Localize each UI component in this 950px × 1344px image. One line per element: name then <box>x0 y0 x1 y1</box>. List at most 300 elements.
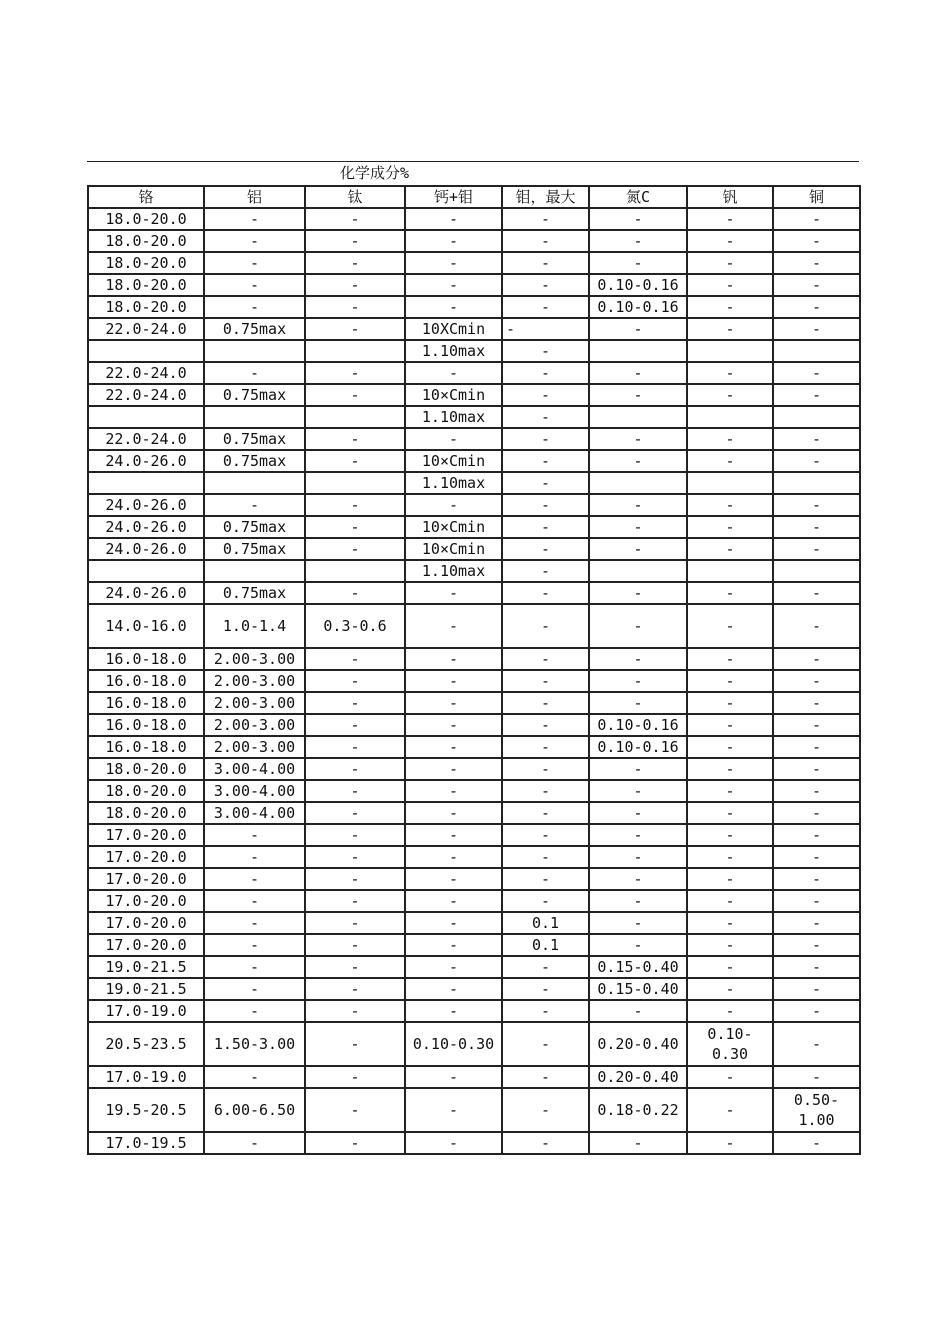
cell-nitrogen: - <box>589 582 687 604</box>
table-row <box>88 956 860 978</box>
cell-calcium-niobium: - <box>405 714 502 736</box>
cell-calcium-niobium: 0.10-0.30 <box>405 1022 502 1066</box>
cell-aluminum: 2.00-3.00 <box>204 648 305 670</box>
cell-titanium: - <box>305 494 405 516</box>
cell-aluminum: - <box>204 978 305 1000</box>
cell-chromium: 14.0-16.0 <box>88 604 204 648</box>
cell-calcium-niobium: 10×Cmin <box>405 516 502 538</box>
cell-calcium-niobium: 10×Cmin <box>405 450 502 472</box>
cell-vanadium: - <box>687 318 773 340</box>
cell-molybdenum-max: - <box>502 384 589 406</box>
cell-chromium <box>88 406 204 428</box>
cell-nitrogen: - <box>589 934 687 956</box>
table-row <box>88 802 860 824</box>
table-row <box>88 890 860 912</box>
cell-aluminum: - <box>204 1066 305 1088</box>
cell-molybdenum-max: - <box>502 428 589 450</box>
cell-nitrogen <box>589 340 687 362</box>
cell-aluminum: 0.75max <box>204 450 305 472</box>
cell-titanium: - <box>305 802 405 824</box>
cell-chromium: 22.0-24.0 <box>88 428 204 450</box>
cell-calcium-niobium: - <box>405 362 502 384</box>
cell-aluminum: 2.00-3.00 <box>204 670 305 692</box>
table-row <box>88 406 860 428</box>
cell-calcium-niobium: - <box>405 1088 502 1132</box>
cell-copper: - <box>773 538 860 560</box>
table-row <box>88 296 860 318</box>
cell-copper: - <box>773 912 860 934</box>
cell-titanium: - <box>305 1132 405 1154</box>
cell-copper: - <box>773 692 860 714</box>
cell-copper <box>773 560 860 582</box>
cell-vanadium: - <box>687 538 773 560</box>
cell-copper: - <box>773 780 860 802</box>
cell-titanium: - <box>305 912 405 934</box>
cell-titanium: - <box>305 758 405 780</box>
table-row <box>88 384 860 406</box>
cell-titanium: - <box>305 780 405 802</box>
cell-calcium-niobium: - <box>405 802 502 824</box>
cell-calcium-niobium: - <box>405 824 502 846</box>
cell-nitrogen: - <box>589 252 687 274</box>
cell-titanium: - <box>305 956 405 978</box>
table-row <box>88 1132 860 1154</box>
cell-aluminum: - <box>204 208 305 230</box>
cell-vanadium: - <box>687 1132 773 1154</box>
cell-vanadium: - <box>687 780 773 802</box>
cell-chromium: 18.0-20.0 <box>88 780 204 802</box>
cell-copper: - <box>773 934 860 956</box>
table-row <box>88 274 860 296</box>
cell-nitrogen: - <box>589 318 687 340</box>
cell-chromium: 17.0-20.0 <box>88 934 204 956</box>
cell-titanium: - <box>305 582 405 604</box>
table-row <box>88 868 860 890</box>
cell-nitrogen <box>589 472 687 494</box>
cell-chromium: 17.0-20.0 <box>88 912 204 934</box>
cell-vanadium: - <box>687 252 773 274</box>
cell-calcium-niobium: 1.10max <box>405 340 502 362</box>
top-rule <box>87 161 859 162</box>
cell-chromium: 20.5-23.5 <box>88 1022 204 1066</box>
cell-molybdenum-max: - <box>502 758 589 780</box>
cell-aluminum: 2.00-3.00 <box>204 736 305 758</box>
cell-vanadium: - <box>687 956 773 978</box>
cell-nitrogen: - <box>589 758 687 780</box>
cell-copper: - <box>773 604 860 648</box>
cell-calcium-niobium: 10XCmin <box>405 318 502 340</box>
cell-vanadium: - <box>687 934 773 956</box>
cell-chromium: 18.0-20.0 <box>88 230 204 252</box>
cell-copper: - <box>773 450 860 472</box>
col-header-titanium: 钛 <box>305 186 405 208</box>
cell-titanium: - <box>305 318 405 340</box>
cell-titanium: - <box>305 714 405 736</box>
cell-nitrogen: - <box>589 516 687 538</box>
table-row <box>88 824 860 846</box>
cell-calcium-niobium: - <box>405 494 502 516</box>
cell-calcium-niobium: - <box>405 956 502 978</box>
cell-vanadium: - <box>687 274 773 296</box>
cell-copper: - <box>773 494 860 516</box>
cell-aluminum: 0.75max <box>204 538 305 560</box>
cell-molybdenum-max: - <box>502 362 589 384</box>
table-row <box>88 538 860 560</box>
cell-copper: - <box>773 1022 860 1066</box>
cell-vanadium: - <box>687 670 773 692</box>
col-header-aluminum: 铝 <box>204 186 305 208</box>
cell-aluminum: - <box>204 868 305 890</box>
col-header-chromium: 铬 <box>88 186 204 208</box>
cell-copper: - <box>773 846 860 868</box>
table-caption: 化学成分% <box>340 164 410 182</box>
cell-molybdenum-max: - <box>502 714 589 736</box>
cell-molybdenum-max: 0.1 <box>502 934 589 956</box>
cell-vanadium: - <box>687 692 773 714</box>
cell-chromium: 24.0-26.0 <box>88 494 204 516</box>
cell-nitrogen: - <box>589 1132 687 1154</box>
cell-calcium-niobium: - <box>405 670 502 692</box>
cell-vanadium <box>687 340 773 362</box>
cell-molybdenum-max: - <box>502 296 589 318</box>
cell-vanadium: - <box>687 714 773 736</box>
cell-aluminum: 2.00-3.00 <box>204 714 305 736</box>
table-row <box>88 362 860 384</box>
cell-titanium: - <box>305 208 405 230</box>
cell-calcium-niobium: - <box>405 846 502 868</box>
cell-copper: - <box>773 582 860 604</box>
cell-aluminum <box>204 472 305 494</box>
cell-molybdenum-max: - <box>502 318 589 340</box>
cell-chromium: 24.0-26.0 <box>88 582 204 604</box>
cell-calcium-niobium: - <box>405 428 502 450</box>
cell-vanadium: - <box>687 890 773 912</box>
cell-aluminum <box>204 560 305 582</box>
cell-aluminum: - <box>204 296 305 318</box>
cell-vanadium: - <box>687 208 773 230</box>
cell-molybdenum-max: 0.1 <box>502 912 589 934</box>
cell-chromium: 18.0-20.0 <box>88 208 204 230</box>
cell-aluminum: - <box>204 230 305 252</box>
cell-chromium: 24.0-26.0 <box>88 516 204 538</box>
cell-vanadium: - <box>687 1000 773 1022</box>
cell-copper: - <box>773 252 860 274</box>
cell-titanium: - <box>305 824 405 846</box>
cell-nitrogen: - <box>589 846 687 868</box>
cell-copper: - <box>773 956 860 978</box>
cell-chromium: 18.0-20.0 <box>88 296 204 318</box>
cell-vanadium: 0.10-0.30 <box>687 1022 773 1066</box>
cell-copper: - <box>773 736 860 758</box>
cell-copper: - <box>773 362 860 384</box>
cell-calcium-niobium: - <box>405 1000 502 1022</box>
cell-chromium: 17.0-19.0 <box>88 1000 204 1022</box>
cell-calcium-niobium: - <box>405 274 502 296</box>
cell-vanadium: - <box>687 868 773 890</box>
cell-aluminum: 1.50-3.00 <box>204 1022 305 1066</box>
cell-chromium <box>88 472 204 494</box>
cell-aluminum: 0.75max <box>204 384 305 406</box>
cell-vanadium: - <box>687 758 773 780</box>
cell-vanadium: - <box>687 978 773 1000</box>
cell-molybdenum-max: - <box>502 494 589 516</box>
cell-calcium-niobium: - <box>405 296 502 318</box>
cell-copper: 0.50-1.00 <box>773 1088 860 1132</box>
cell-copper: - <box>773 274 860 296</box>
cell-aluminum: 0.75max <box>204 428 305 450</box>
table-row <box>88 934 860 956</box>
cell-chromium: 17.0-20.0 <box>88 890 204 912</box>
cell-molybdenum-max: - <box>502 1022 589 1066</box>
cell-chromium: 19.5-20.5 <box>88 1088 204 1132</box>
cell-aluminum: 6.00-6.50 <box>204 1088 305 1132</box>
chemical-composition-table <box>87 185 861 1155</box>
cell-titanium: - <box>305 868 405 890</box>
cell-chromium: 16.0-18.0 <box>88 670 204 692</box>
cell-nitrogen: 0.15-0.40 <box>589 978 687 1000</box>
cell-aluminum: 3.00-4.00 <box>204 802 305 824</box>
cell-molybdenum-max: - <box>502 208 589 230</box>
cell-copper: - <box>773 516 860 538</box>
cell-vanadium: - <box>687 824 773 846</box>
cell-calcium-niobium: 1.10max <box>405 560 502 582</box>
cell-calcium-niobium: - <box>405 978 502 1000</box>
cell-calcium-niobium: - <box>405 934 502 956</box>
cell-molybdenum-max: - <box>502 1000 589 1022</box>
cell-vanadium: - <box>687 362 773 384</box>
cell-copper: - <box>773 296 860 318</box>
cell-chromium: 18.0-20.0 <box>88 274 204 296</box>
table-row <box>88 472 860 494</box>
cell-aluminum: 1.0-1.4 <box>204 604 305 648</box>
table-row <box>88 1088 860 1132</box>
cell-molybdenum-max: - <box>502 780 589 802</box>
table-row <box>88 714 860 736</box>
cell-vanadium: - <box>687 846 773 868</box>
cell-aluminum: - <box>204 252 305 274</box>
cell-chromium: 16.0-18.0 <box>88 648 204 670</box>
cell-chromium: 19.0-21.5 <box>88 978 204 1000</box>
cell-nitrogen: 0.20-0.40 <box>589 1022 687 1066</box>
cell-aluminum <box>204 340 305 362</box>
cell-titanium: - <box>305 736 405 758</box>
cell-vanadium: - <box>687 516 773 538</box>
cell-molybdenum-max: - <box>502 604 589 648</box>
cell-nitrogen: - <box>589 494 687 516</box>
cell-copper: - <box>773 890 860 912</box>
table-row <box>88 318 860 340</box>
cell-molybdenum-max: - <box>502 274 589 296</box>
cell-vanadium: - <box>687 296 773 318</box>
cell-chromium: 16.0-18.0 <box>88 714 204 736</box>
table-row <box>88 670 860 692</box>
cell-titanium <box>305 560 405 582</box>
cell-nitrogen <box>589 406 687 428</box>
cell-molybdenum-max: - <box>502 252 589 274</box>
table-row <box>88 208 860 230</box>
cell-calcium-niobium: - <box>405 1132 502 1154</box>
cell-nitrogen: - <box>589 230 687 252</box>
cell-titanium: - <box>305 384 405 406</box>
cell-nitrogen: 0.15-0.40 <box>589 956 687 978</box>
cell-calcium-niobium: - <box>405 230 502 252</box>
cell-molybdenum-max: - <box>502 670 589 692</box>
cell-calcium-niobium: - <box>405 912 502 934</box>
cell-titanium: - <box>305 230 405 252</box>
cell-nitrogen: - <box>589 450 687 472</box>
cell-molybdenum-max: - <box>502 560 589 582</box>
cell-nitrogen: - <box>589 802 687 824</box>
cell-calcium-niobium: 10×Cmin <box>405 538 502 560</box>
cell-titanium: - <box>305 362 405 384</box>
cell-copper: - <box>773 648 860 670</box>
table-row <box>88 1066 860 1088</box>
table-row <box>88 912 860 934</box>
cell-vanadium <box>687 406 773 428</box>
cell-nitrogen: - <box>589 912 687 934</box>
cell-aluminum <box>204 406 305 428</box>
cell-calcium-niobium: - <box>405 890 502 912</box>
cell-chromium: 17.0-19.5 <box>88 1132 204 1154</box>
table-row <box>88 846 860 868</box>
cell-titanium: - <box>305 538 405 560</box>
col-header-nitrogen: 氮C <box>589 186 687 208</box>
cell-aluminum: 2.00-3.00 <box>204 692 305 714</box>
cell-vanadium: - <box>687 736 773 758</box>
cell-aluminum: 0.75max <box>204 516 305 538</box>
cell-nitrogen: - <box>589 538 687 560</box>
cell-vanadium: - <box>687 428 773 450</box>
table-row <box>88 1000 860 1022</box>
cell-chromium: 22.0-24.0 <box>88 362 204 384</box>
cell-titanium: - <box>305 1000 405 1022</box>
cell-copper: - <box>773 1066 860 1088</box>
table-row <box>88 494 860 516</box>
col-header-molybdenum-max: 钼，最大 <box>502 186 589 208</box>
cell-chromium: 17.0-20.0 <box>88 846 204 868</box>
cell-titanium: - <box>305 890 405 912</box>
cell-nitrogen: - <box>589 362 687 384</box>
cell-molybdenum-max: - <box>502 736 589 758</box>
cell-copper: - <box>773 978 860 1000</box>
cell-calcium-niobium: - <box>405 648 502 670</box>
cell-nitrogen: - <box>589 670 687 692</box>
cell-chromium: 24.0-26.0 <box>88 450 204 472</box>
table-body <box>88 208 860 1154</box>
table-row <box>88 648 860 670</box>
cell-nitrogen: - <box>589 208 687 230</box>
cell-copper: - <box>773 428 860 450</box>
cell-chromium: 17.0-20.0 <box>88 824 204 846</box>
table-row <box>88 582 860 604</box>
cell-copper <box>773 340 860 362</box>
table-row <box>88 978 860 1000</box>
cell-vanadium: - <box>687 494 773 516</box>
table-row <box>88 516 860 538</box>
cell-aluminum: - <box>204 890 305 912</box>
cell-aluminum: 0.75max <box>204 582 305 604</box>
cell-molybdenum-max: - <box>502 538 589 560</box>
cell-chromium: 16.0-18.0 <box>88 736 204 758</box>
cell-vanadium: - <box>687 230 773 252</box>
cell-vanadium <box>687 472 773 494</box>
cell-calcium-niobium: - <box>405 736 502 758</box>
cell-molybdenum-max: - <box>502 846 589 868</box>
cell-molybdenum-max: - <box>502 340 589 362</box>
cell-chromium: 24.0-26.0 <box>88 538 204 560</box>
cell-nitrogen: 0.10-0.16 <box>589 714 687 736</box>
cell-chromium: 17.0-19.0 <box>88 1066 204 1088</box>
cell-aluminum: - <box>204 362 305 384</box>
col-header-vanadium: 钒 <box>687 186 773 208</box>
cell-chromium: 19.0-21.5 <box>88 956 204 978</box>
cell-titanium: - <box>305 296 405 318</box>
cell-molybdenum-max: - <box>502 868 589 890</box>
cell-molybdenum-max: - <box>502 648 589 670</box>
cell-nitrogen: - <box>589 780 687 802</box>
cell-vanadium: - <box>687 450 773 472</box>
cell-aluminum: - <box>204 824 305 846</box>
cell-copper: - <box>773 802 860 824</box>
cell-nitrogen: 0.10-0.16 <box>589 274 687 296</box>
cell-titanium: - <box>305 846 405 868</box>
cell-nitrogen: - <box>589 824 687 846</box>
cell-molybdenum-max: - <box>502 890 589 912</box>
cell-copper: - <box>773 384 860 406</box>
cell-calcium-niobium: 1.10max <box>405 406 502 428</box>
cell-titanium: - <box>305 934 405 956</box>
cell-nitrogen: 0.18-0.22 <box>589 1088 687 1132</box>
table-row <box>88 780 860 802</box>
cell-copper <box>773 406 860 428</box>
cell-molybdenum-max: - <box>502 406 589 428</box>
table-row <box>88 692 860 714</box>
cell-molybdenum-max: - <box>502 1066 589 1088</box>
cell-vanadium: - <box>687 912 773 934</box>
cell-molybdenum-max: - <box>502 802 589 824</box>
cell-titanium: - <box>305 516 405 538</box>
cell-titanium <box>305 406 405 428</box>
cell-nitrogen: - <box>589 384 687 406</box>
cell-aluminum: 3.00-4.00 <box>204 780 305 802</box>
cell-aluminum: - <box>204 1000 305 1022</box>
cell-molybdenum-max: - <box>502 824 589 846</box>
cell-chromium <box>88 560 204 582</box>
cell-titanium: - <box>305 1088 405 1132</box>
cell-copper: - <box>773 824 860 846</box>
cell-copper <box>773 472 860 494</box>
cell-aluminum: - <box>204 956 305 978</box>
cell-titanium: - <box>305 978 405 1000</box>
cell-nitrogen: - <box>589 868 687 890</box>
cell-nitrogen: - <box>589 692 687 714</box>
cell-calcium-niobium: - <box>405 868 502 890</box>
cell-vanadium <box>687 560 773 582</box>
cell-molybdenum-max: - <box>502 582 589 604</box>
cell-nitrogen: 0.20-0.40 <box>589 1066 687 1088</box>
table-row <box>88 560 860 582</box>
table-row <box>88 1022 860 1066</box>
cell-copper: - <box>773 670 860 692</box>
cell-calcium-niobium: - <box>405 582 502 604</box>
cell-copper: - <box>773 758 860 780</box>
table-row <box>88 340 860 362</box>
cell-calcium-niobium: 1.10max <box>405 472 502 494</box>
cell-aluminum: 3.00-4.00 <box>204 758 305 780</box>
cell-chromium: 17.0-20.0 <box>88 868 204 890</box>
cell-molybdenum-max: - <box>502 1088 589 1132</box>
table-row <box>88 230 860 252</box>
